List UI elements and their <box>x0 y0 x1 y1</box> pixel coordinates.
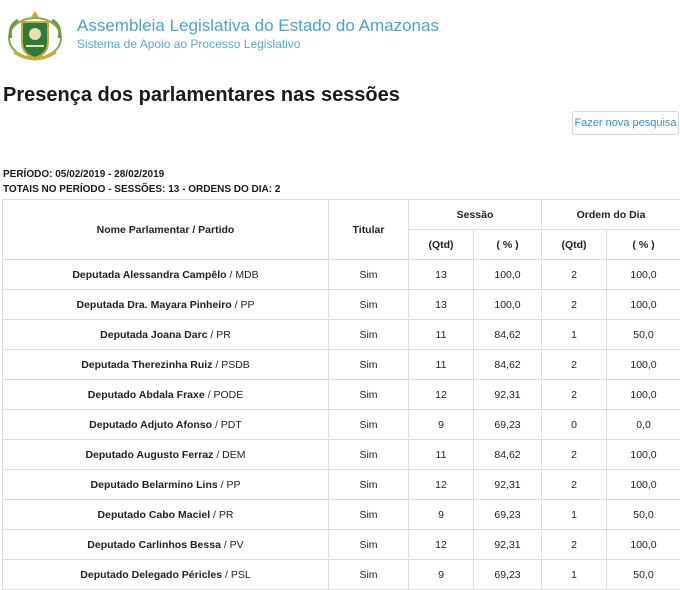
ordem-qtd-cell: 2 <box>542 350 607 380</box>
sessao-qtd-cell: 13 <box>409 290 474 320</box>
member-cell <box>3 350 329 380</box>
ordem-pct-cell: 50,0 <box>607 560 680 590</box>
member-party: / PR <box>210 508 234 521</box>
titular-cell: Sim <box>329 320 409 350</box>
titular-cell: Sim <box>329 380 409 410</box>
ordem-pct-cell: 100,0 <box>607 350 680 380</box>
sessao-pct-cell: 92,31 <box>474 470 542 500</box>
sessao-pct-cell: 92,31 <box>474 530 542 560</box>
titular-cell: Sim <box>329 260 409 290</box>
ordem-qtd-cell: 2 <box>542 290 607 320</box>
member-party: / DEM <box>213 448 246 461</box>
presence-table <box>2 199 680 590</box>
member-party: / MDB <box>226 268 259 281</box>
sessao-qtd-cell: 11 <box>409 350 474 380</box>
table-row <box>3 530 680 560</box>
sessao-qtd-cell: 11 <box>409 440 474 470</box>
ordem-qtd-cell: 2 <box>542 380 607 410</box>
table-row <box>3 260 680 290</box>
assembly-coat-of-arms-icon <box>6 8 64 62</box>
sessao-qtd-cell: 9 <box>409 560 474 590</box>
sessao-pct-cell: 92,31 <box>474 380 542 410</box>
ordem-pct-cell: 100,0 <box>607 440 680 470</box>
header-titular: Titular <box>329 200 409 260</box>
member-cell <box>3 530 329 560</box>
table-row <box>3 410 680 440</box>
member-cell <box>3 320 329 350</box>
member-name: Deputado Belarmino Lins <box>90 478 218 491</box>
member-name: Deputado Carlinhos Bessa <box>87 538 221 551</box>
header-sessao-pct: ( % ) <box>474 230 542 260</box>
ordem-qtd-cell: 2 <box>542 260 607 290</box>
site-header <box>0 0 680 64</box>
sessao-pct-cell: 100,0 <box>474 290 542 320</box>
header-ordem-pct: ( % ) <box>607 230 680 260</box>
ordem-pct-cell: 50,0 <box>607 320 680 350</box>
period-line: PERÍODO: 05/02/2019 - 28/02/2019 <box>3 169 165 180</box>
sessao-pct-cell: 84,62 <box>474 440 542 470</box>
member-cell <box>3 380 329 410</box>
table-row <box>3 320 680 350</box>
table-row <box>3 560 680 590</box>
ordem-pct-cell: 100,0 <box>607 290 680 320</box>
ordem-pct-cell: 100,0 <box>607 470 680 500</box>
sessao-qtd-cell: 9 <box>409 410 474 440</box>
sessao-qtd-cell: 11 <box>409 320 474 350</box>
header-sessao: Sessão <box>409 200 542 230</box>
totals-line: TOTAIS NO PERÍODO - SESSÕES: 13 - ORDENS DO DIA: 2 <box>3 184 281 195</box>
page-title: Presença dos parlamentares nas sessões <box>3 84 400 106</box>
member-name: Deputada Therezinha Ruiz <box>81 358 213 371</box>
ordem-qtd-cell: 0 <box>542 410 607 440</box>
titular-cell: Sim <box>329 560 409 590</box>
table-row <box>3 500 680 530</box>
member-party: / PSL <box>222 568 251 581</box>
header-ordem: Ordem do Dia <box>542 200 680 230</box>
titular-cell: Sim <box>329 290 409 320</box>
member-party: / PR <box>207 328 231 341</box>
ordem-qtd-cell: 1 <box>542 320 607 350</box>
member-name: Deputado Cabo Maciel <box>97 508 211 521</box>
org-title: Assembleia Legislativa do Estado do Amazonas <box>77 16 439 35</box>
titular-cell: Sim <box>329 530 409 560</box>
sessao-qtd-cell: 9 <box>409 500 474 530</box>
ordem-pct-cell: 0,0 <box>607 410 680 440</box>
table-row <box>3 290 680 320</box>
sessao-pct-cell: 69,23 <box>474 500 542 530</box>
member-cell <box>3 500 329 530</box>
ordem-qtd-cell: 2 <box>542 530 607 560</box>
member-party: / PDT <box>212 418 242 431</box>
header-name: Nome Parlamentar / Partido <box>3 200 329 260</box>
sessao-qtd-cell: 12 <box>409 380 474 410</box>
member-cell <box>3 470 329 500</box>
member-name: Deputado Adjuto Afonso <box>89 418 213 431</box>
new-search-button[interactable]: Fazer nova pesquisa <box>572 111 679 135</box>
member-party: / PP <box>231 298 255 311</box>
titular-cell: Sim <box>329 440 409 470</box>
member-cell <box>3 290 329 320</box>
sessao-pct-cell: 69,23 <box>474 560 542 590</box>
sessao-pct-cell: 84,62 <box>474 320 542 350</box>
ordem-pct-cell: 100,0 <box>607 260 680 290</box>
member-name: Deputado Abdala Fraxe <box>87 388 205 401</box>
member-name: Deputada Alessandra Campêlo <box>72 268 227 281</box>
table-row <box>3 380 680 410</box>
ordem-pct-cell: 100,0 <box>607 380 680 410</box>
ordem-qtd-cell: 1 <box>542 560 607 590</box>
sessao-qtd-cell: 12 <box>409 530 474 560</box>
titular-cell: Sim <box>329 350 409 380</box>
sessao-pct-cell: 100,0 <box>474 260 542 290</box>
table-row <box>3 350 680 380</box>
member-cell <box>3 440 329 470</box>
sessao-pct-cell: 69,23 <box>474 410 542 440</box>
member-party: / PSDB <box>212 358 250 371</box>
titular-cell: Sim <box>329 410 409 440</box>
member-party: / PP <box>217 478 241 491</box>
table-row <box>3 440 680 470</box>
sessao-pct-cell: 84,62 <box>474 350 542 380</box>
ordem-pct-cell: 50,0 <box>607 500 680 530</box>
member-cell <box>3 410 329 440</box>
member-cell <box>3 560 329 590</box>
titular-cell: Sim <box>329 470 409 500</box>
org-subtitle: Sistema de Apoio ao Processo Legislativo <box>77 37 301 51</box>
member-cell <box>3 260 329 290</box>
ordem-qtd-cell: 1 <box>542 500 607 530</box>
member-party: / PV <box>220 538 244 551</box>
ordem-qtd-cell: 2 <box>542 440 607 470</box>
ordem-qtd-cell: 2 <box>542 470 607 500</box>
header-ordem-qtd: (Qtd) <box>542 230 607 260</box>
sessao-qtd-cell: 12 <box>409 470 474 500</box>
member-name: Deputado Delegado Péricles <box>80 568 223 581</box>
ordem-pct-cell: 100,0 <box>607 530 680 560</box>
table-row <box>3 470 680 500</box>
member-name: Deputada Joana Darc <box>100 328 208 341</box>
member-name: Deputada Dra. Mayara Pinheiro <box>76 298 232 311</box>
sessao-qtd-cell: 13 <box>409 260 474 290</box>
header-sessao-qtd: (Qtd) <box>409 230 474 260</box>
member-name: Deputado Augusto Ferraz <box>85 448 214 461</box>
member-party: / PODE <box>204 388 244 401</box>
titular-cell: Sim <box>329 500 409 530</box>
